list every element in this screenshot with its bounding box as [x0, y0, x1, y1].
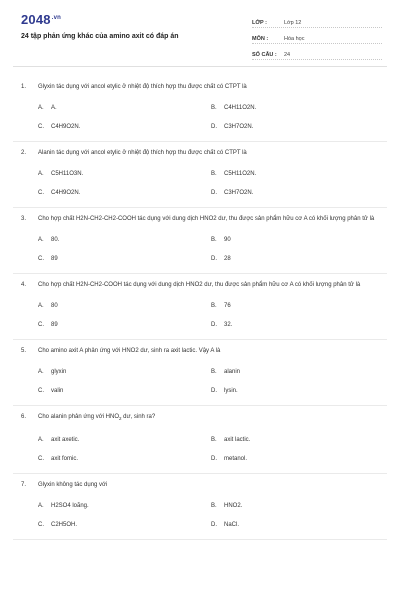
option-letter: B.: [211, 437, 217, 444]
answer-option[interactable]: [38, 322, 211, 328]
answer-option[interactable]: [38, 503, 211, 509]
option-letter: B.: [211, 369, 217, 375]
meta-row-count: [252, 46, 382, 60]
option-text: axit fomic.: [51, 456, 79, 463]
question-stem: [13, 274, 387, 290]
option-text: A.: [51, 105, 57, 111]
option-text: 80: [51, 303, 58, 309]
answer-options: [13, 224, 387, 273]
option-text: 80.: [51, 237, 60, 243]
answer-option[interactable]: [38, 303, 211, 309]
answer-options: [13, 356, 387, 405]
answer-option[interactable]: [211, 437, 384, 443]
option-letter: B.: [211, 237, 217, 243]
answer-option[interactable]: [211, 522, 384, 528]
question-stem: [13, 142, 387, 158]
question-number: 3.: [21, 216, 27, 222]
question-item: [13, 76, 387, 142]
meta-value: Hóa học: [284, 36, 305, 42]
answer-option[interactable]: [38, 437, 211, 443]
answer-option[interactable]: [38, 105, 211, 111]
answer-option[interactable]: [38, 388, 211, 394]
question-item: [13, 142, 387, 208]
option-letter: D.: [211, 190, 217, 196]
question-text: Cho hợp chất H2N-CH2-CH2-COOH tác dụng với dung dịch HNO2 dư, thu được sản phẩm hữu cơ A có khối lượng phân tử là: [38, 216, 375, 222]
option-text: C2H5OH.: [51, 522, 78, 529]
option-text: C3H7O2N.: [224, 190, 254, 196]
question-stem: [13, 340, 387, 356]
option-text: lysin.: [224, 388, 238, 394]
question-text: Glyxin tác dụng với ancol etylic ở nhiệt độ thích hợp thu được chất có CTPT là: [38, 84, 247, 90]
option-letter: A.: [38, 105, 44, 111]
question-list: [0, 76, 400, 540]
site-logo[interactable]: [21, 12, 61, 27]
answer-option[interactable]: [211, 322, 384, 328]
question-text: [38, 412, 387, 424]
meta-label: MÔN :: [252, 36, 269, 42]
option-text: 89: [51, 322, 58, 328]
answer-option[interactable]: [211, 256, 384, 262]
option-letter: A.: [38, 237, 44, 243]
worksheet-meta: [252, 14, 382, 62]
answer-option[interactable]: [38, 369, 211, 375]
option-letter: D.: [211, 124, 217, 130]
answer-option[interactable]: [38, 456, 211, 462]
option-text: metanol.: [224, 456, 248, 463]
question-number: 7.: [21, 482, 27, 489]
worksheet-header: [0, 0, 400, 62]
option-text: 90: [224, 237, 231, 243]
answer-options: [13, 490, 387, 539]
answer-option[interactable]: [211, 124, 384, 130]
answer-option[interactable]: [38, 190, 211, 196]
option-letter: C.: [38, 522, 44, 529]
answer-option[interactable]: [38, 237, 211, 243]
answer-option[interactable]: [211, 503, 384, 509]
option-text: C5H11O2N.: [224, 171, 257, 177]
option-letter: C.: [38, 388, 44, 394]
option-text: axit lactic.: [224, 437, 251, 444]
answer-option[interactable]: [211, 388, 384, 394]
option-text: C5H11O3N.: [51, 171, 84, 177]
question-item: [13, 274, 387, 340]
meta-value: Lớp 12: [284, 20, 302, 26]
answer-options: [13, 158, 387, 207]
subscript: 2: [119, 416, 122, 422]
option-letter: C.: [38, 322, 44, 328]
question-stem: [13, 474, 387, 490]
question-text: Cho hợp chất H2N-CH2-COOH tác dụng với dung dịch HNO2 dư, thu được sản phẩm hữu cơ A có khối lượng phân tử là: [38, 282, 361, 288]
question-item: [13, 474, 387, 540]
meta-label: SỐ CÂU :: [252, 52, 277, 58]
option-text: glyxin: [51, 369, 67, 375]
option-letter: C.: [38, 256, 44, 262]
answer-option[interactable]: [211, 369, 384, 375]
page-title: 24 tập phản ứng khác của amino axit có đáp án: [21, 33, 179, 40]
question-number: 5.: [21, 348, 27, 354]
option-text: C4H9O2N.: [51, 124, 81, 130]
option-text: 32.: [224, 322, 233, 328]
option-letter: D.: [211, 256, 217, 262]
meta-row-subject: [252, 30, 382, 44]
option-text: 76: [224, 303, 231, 309]
option-text: C4H9O2N.: [51, 190, 81, 196]
question-text-part: dư, sinh ra?: [121, 414, 156, 420]
option-letter: B.: [211, 105, 217, 111]
option-text: C3H7O2N.: [224, 124, 254, 130]
option-letter: B.: [211, 171, 217, 177]
question-number: 2.: [21, 150, 27, 156]
answer-option[interactable]: [211, 456, 384, 462]
question-text: Alanin tác dụng với ancol etylic ở nhiệt độ thích hợp thu được chất có CTPT là: [38, 150, 247, 156]
answer-option[interactable]: [38, 256, 211, 262]
answer-option[interactable]: [211, 303, 384, 309]
meta-value: 24: [284, 52, 291, 58]
option-letter: B.: [211, 303, 217, 309]
option-letter: A.: [38, 503, 44, 510]
logo-suffix: .vn: [51, 14, 62, 21]
answer-option[interactable]: [211, 190, 384, 196]
option-letter: B.: [211, 503, 217, 510]
option-text: 28: [224, 256, 231, 262]
option-letter: C.: [38, 456, 44, 463]
question-text: Cho amino axit A phản ứng với HNO2 dư, sinh ra axit lactic. Vậy A là: [38, 348, 221, 354]
answer-option[interactable]: [38, 522, 211, 528]
answer-options: [13, 92, 387, 141]
answer-options: [13, 424, 387, 473]
option-letter: D.: [211, 322, 217, 328]
question-number: 6.: [21, 414, 27, 420]
answer-option[interactable]: [211, 105, 384, 111]
option-text: alanin: [224, 369, 241, 375]
option-letter: C.: [38, 124, 44, 130]
option-letter: A.: [38, 303, 44, 309]
question-stem: [13, 208, 387, 224]
answer-options: [13, 290, 387, 339]
question-stem: [13, 406, 387, 424]
option-text: H2SO4 loãng.: [51, 503, 89, 510]
logo-text: 2048: [21, 12, 51, 27]
option-letter: D.: [211, 522, 217, 529]
answer-option[interactable]: [211, 237, 384, 243]
option-text: axit axetic.: [51, 437, 80, 444]
answer-option[interactable]: [211, 171, 384, 177]
question-item: [13, 340, 387, 406]
question-text: Glyxin không tác dụng với: [38, 482, 108, 489]
option-text: NaCl.: [224, 522, 240, 529]
answer-option[interactable]: [38, 171, 211, 177]
option-text: valin: [51, 388, 64, 394]
meta-label: LỚP :: [252, 20, 267, 26]
option-letter: A.: [38, 437, 44, 444]
question-number: 1.: [21, 84, 27, 90]
answer-option[interactable]: [38, 124, 211, 130]
meta-row-class: [252, 14, 382, 28]
option-letter: A.: [38, 171, 44, 177]
question-item: [13, 208, 387, 274]
option-letter: D.: [211, 388, 217, 394]
option-text: 89: [51, 256, 58, 262]
question-text-part: Cho alanin phản ứng với HNO: [38, 414, 119, 420]
question-number: 4.: [21, 282, 27, 288]
header-divider: [13, 66, 387, 67]
question-stem: [13, 76, 387, 92]
option-letter: C.: [38, 190, 44, 196]
option-text: C4H11O2N.: [224, 105, 257, 111]
question-item: [13, 406, 387, 474]
option-text: HNO2.: [224, 503, 243, 510]
option-letter: D.: [211, 456, 217, 463]
option-letter: A.: [38, 369, 44, 375]
